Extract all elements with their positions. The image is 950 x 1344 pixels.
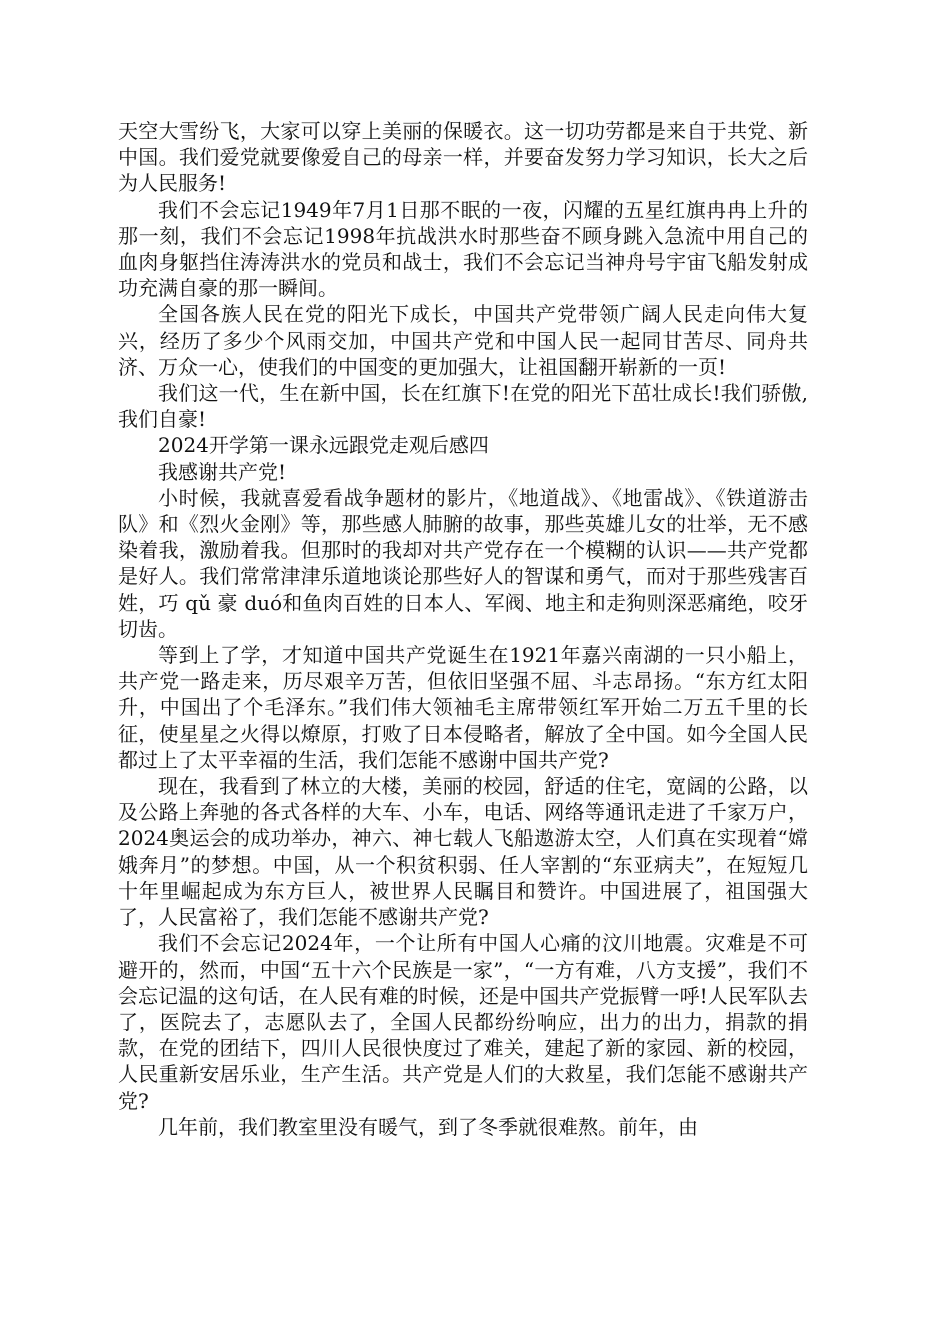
paragraph-8: 等到上了学，才知道中国共产党诞生在1921年嘉兴南湖的一只小船上，共产党一路走来，历尽艰辛万苦，但依旧坚强不屈、斗志昂扬。“东方红太阳升，中国出了个毛泽东。”我们伟大领袖毛主席带领红军开始二万五千里的长征，使星星之火得以燎原，打败了日本侵略者，解放了全中国。如今全国人民都过上了太平幸福的生活，我们怎能不感谢中国共产党? bbox=[118, 643, 808, 772]
paragraph-9: 现在，我看到了林立的大楼，美丽的校园，舒适的住宅，宽阔的公路，以及公路上奔驰的各式各样的大车、小车，电话、网络等通讯走进了千家万户，2024奥运会的成功举办，神六、神七载人飞船遨游太空，人们真在实现着“嫦娥奔月”的梦想。中国，从一个积贫积弱、任人宰割的“东亚病夫”，在短短几十年里崛起成为东方巨人，被世界人民瞩目和赞许。中国进展了，祖国强大了，人民富裕了，我们怎能不感谢共产党? bbox=[118, 774, 808, 930]
section-heading: 2024开学第一课永远跟党走观后感四 bbox=[158, 433, 489, 458]
paragraph-3: 全国各族人民在党的阳光下成长，中国共产党带领广阔人民走向伟大复兴，经历了多少个风雨交加，中国共产党和中国人民一起同甘苦尽、同舟共济、万众一心，使我们的中国变的更加强大，让祖国翻开崭新的一页! bbox=[118, 302, 808, 379]
paragraph-1: 天空大雪纷飞，大家可以穿上美丽的保暖衣。这一切功劳都是来自于共党、新中国。我们爱党就要像爱自己的母亲一样，并要奋发努力学习知识，长大之后为人民服务! bbox=[118, 119, 808, 196]
paragraph-2: 我们不会忘记1949年7月1日那不眠的一夜，闪耀的五星红旗冉冉上升的那一刻，我们不会忘记1998年抗战洪水时那些奋不顾身跳入急流中用自己的血肉身躯挡住涛涛洪水的党员和战士，我们不会忘记当神舟号宇宙飞船发射成功充满自豪的那一瞬间。 bbox=[118, 197, 808, 301]
paragraph-10: 我们不会忘记2024年，一个让所有中国人心痛的汶川地震。灾难是不可避开的，然而，中国“五十六个民族是一家”，“一方有难，八方支援”，我们不会忘记温的这句话，在人民有难的时候，还是中国共产党振臂一呼!人民军队去了，医院去了，志愿队去了，全国人民都纷纷响应，出力的出力，捐款的捐款，在党的团结下，四川人民很快度过了难关，建起了新的家园、新的校园，人民重新安居乐业，生产生活。共产党是人们的大救星，我们怎能不感谢共产党? bbox=[118, 931, 808, 1113]
document-body bbox=[118, 118, 808, 1140]
paragraph-7: 小时候，我就喜爱看战争题材的影片，《地道战》、《地雷战》、《铁道游击队》和《烈火金刚》等，那些感人肺腑的故事，那些英雄儿女的壮举，无不感染着我，激励着我。但那时的我却对共产党存在一个模糊的认识——共产党都是好人。我们常常津津乐道地谈论那些好人的智谋和勇气，而对于那些残害百姓，巧 qǔ 豪 duó和鱼肉百姓的日本人、军阀、地主和走狗则深恶痛绝，咬牙切齿。 bbox=[118, 485, 808, 641]
paragraph-4: 我们这一代，生在新中国，长在红旗下!在党的阳光下茁壮成长!我们骄傲,我们自豪! bbox=[118, 381, 808, 432]
section-subtitle: 我感谢共产党! bbox=[158, 459, 287, 484]
paragraph-11: 几年前，我们教室里没有暖气，到了冬季就很难熬。前年，由 bbox=[158, 1114, 698, 1139]
